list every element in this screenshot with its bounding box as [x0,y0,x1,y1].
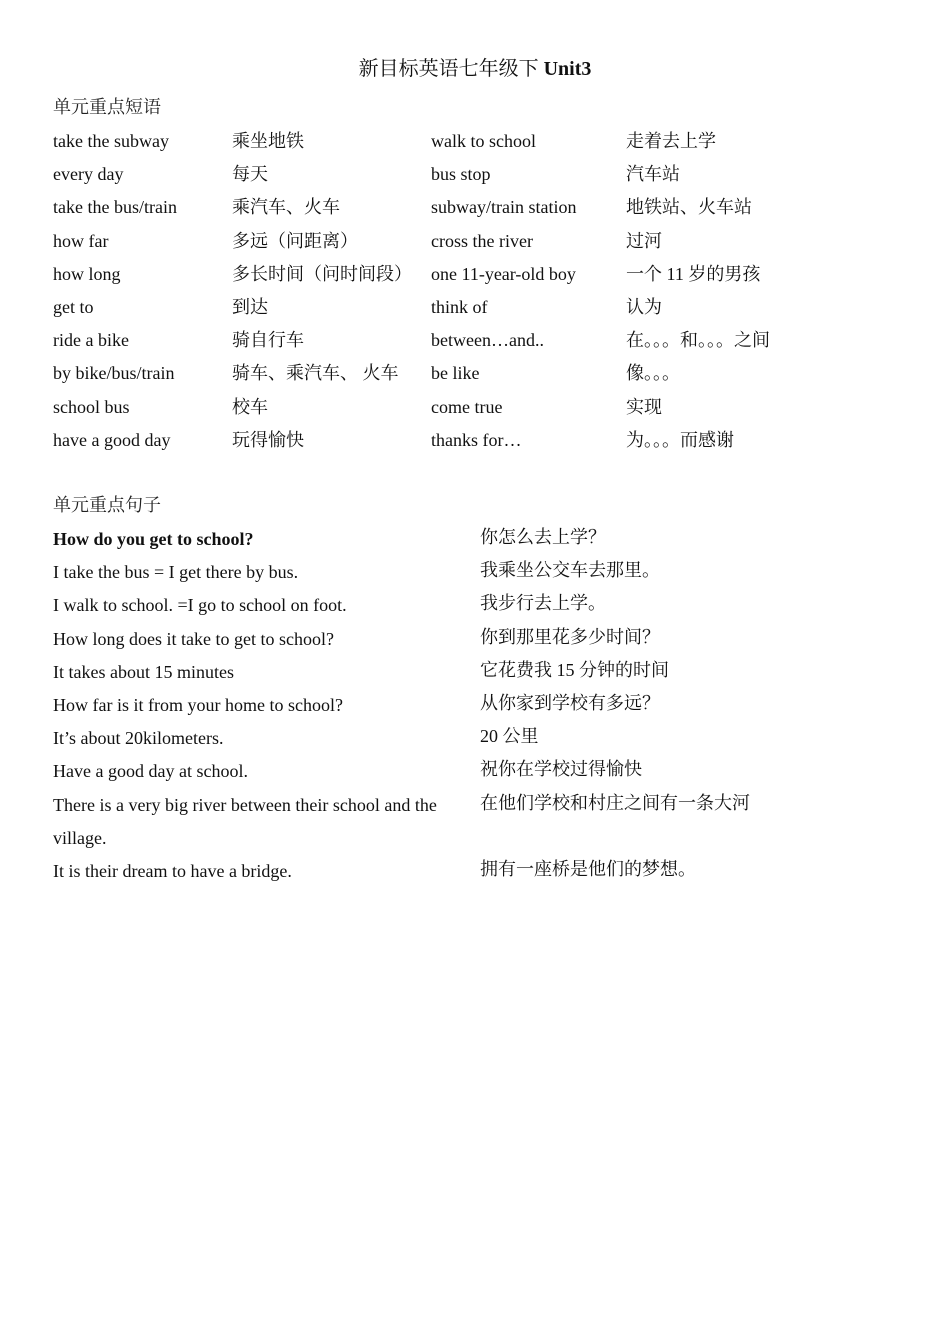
sentence-en: Have a good day at school. [53,761,248,782]
phrase-en: take the bus/train [53,197,177,218]
phrase-row [53,261,913,294]
sentence-row [53,858,913,891]
sentence-zh: 你到那里花多少时间？ [480,626,660,647]
phrase-zh: 骑自行车 [232,330,304,351]
sentence-en: How do you get to school? [53,529,254,549]
phrase-en: subway/train station [431,197,577,218]
sentence-row [53,792,913,858]
phrase-en: think of [431,296,488,317]
phrase-en: be like [431,363,480,384]
sentence-zh: 它花费我 15 分钟的时间 [480,659,669,680]
phrase-zh: 骑车、乘汽车、 火车 [232,363,399,384]
phrase-row [53,161,913,194]
sentence-en: How far is it from your home to school? [53,694,343,715]
phrase-en: bus stop [431,164,491,185]
phrase-zh: 过河 [626,230,662,251]
sentences-heading: 单元重点句子 [53,495,161,515]
phrase-zh: 到达 [232,296,268,317]
sentence-zh: 我步行去上学。 [480,593,606,614]
phrase-en: between…and.. [431,330,544,351]
phrase-row [53,427,913,460]
sentence-zh: 拥有一座桥是他们的梦想。 [480,858,696,879]
phrase-en: one 11-year-old boy [431,263,576,284]
phrase-row [53,194,913,227]
phrase-en: come true [431,396,503,417]
phrase-en: how long [53,263,121,284]
phrases-table [53,128,913,460]
phrase-row [53,294,913,327]
phrase-zh: 多长时间（问时间段） [232,263,412,284]
phrase-row [53,394,913,427]
phrase-zh: 地铁站、火车站 [626,197,752,218]
page-title-prefix: 新目标英语七年级下 [358,58,544,80]
phrase-row [53,128,913,161]
phrase-en: take the subway [53,131,169,151]
sentence-zh: 我乘坐公交车去那里。 [480,560,660,581]
sentence-row [53,659,913,692]
phrase-en: have a good day [53,429,171,450]
page-title [0,56,950,82]
sentence-en: It takes about 15 minutes [53,661,234,682]
phrase-en: get to [53,296,94,317]
phrase-zh: 每天 [232,164,268,185]
phrase-en: by bike/bus/train [53,363,175,384]
sentence-en: There is a very big river between their school and the village. [53,794,437,848]
sentence-zh: 在他们学校和村庄之间有一条大河 [480,792,750,813]
phrase-zh: 走着去上学 [626,131,716,151]
phrase-en: cross the river [431,230,533,251]
phrase-zh: 为。。。而感谢 [626,429,734,450]
sentence-zh: 从你家到学校有多远？ [480,692,660,713]
phrase-en: ride a bike [53,330,129,351]
sentence-row [53,526,913,559]
phrase-zh: 像。。。 [626,363,680,384]
sentence-row [53,626,913,659]
phrase-zh: 在。。。和。。。之间 [626,330,770,351]
sentence-row [53,692,913,725]
phrase-row [53,360,913,393]
phrase-en: every day [53,164,124,185]
phrase-zh: 汽车站 [626,164,680,185]
phrases-heading: 单元重点短语 [53,97,161,117]
phrase-en: walk to school [431,131,536,151]
phrase-en: how far [53,230,109,251]
sentence-zh: 20 公里 [480,726,539,747]
sentence-en: I walk to school. =I go to school on foot. [53,595,347,616]
sentences-list [53,526,913,891]
phrase-zh: 乘坐地铁 [232,131,304,151]
sentence-en: It’s about 20kilometers. [53,728,224,749]
sentence-en: How long does it take to get to school? [53,628,334,649]
sentence-row [53,725,913,758]
phrase-en: school bus [53,396,130,417]
sentence-zh: 你怎么去上学？ [480,527,606,547]
phrase-zh: 校车 [232,396,268,417]
sentence-zh: 祝你在学校过得愉快 [480,759,642,780]
page-title-unit: Unit3 [543,58,592,80]
phrase-zh: 乘汽车、火车 [232,197,340,218]
sentence-row [53,559,913,592]
phrase-zh: 一个 11 岁的男孩 [626,263,761,284]
phrase-en: thanks for… [431,429,522,450]
phrase-zh: 认为 [626,296,662,317]
sentence-en: I take the bus = I get there by bus. [53,562,299,583]
phrase-zh: 玩得愉快 [232,429,304,450]
phrase-row [53,327,913,360]
sentence-en: It is their dream to have a bridge. [53,860,292,881]
sentence-row [53,592,913,625]
phrase-row [53,228,913,261]
phrase-zh: 实现 [626,396,662,417]
sentence-row [53,758,913,791]
phrase-zh: 多远（问距离） [232,230,358,251]
